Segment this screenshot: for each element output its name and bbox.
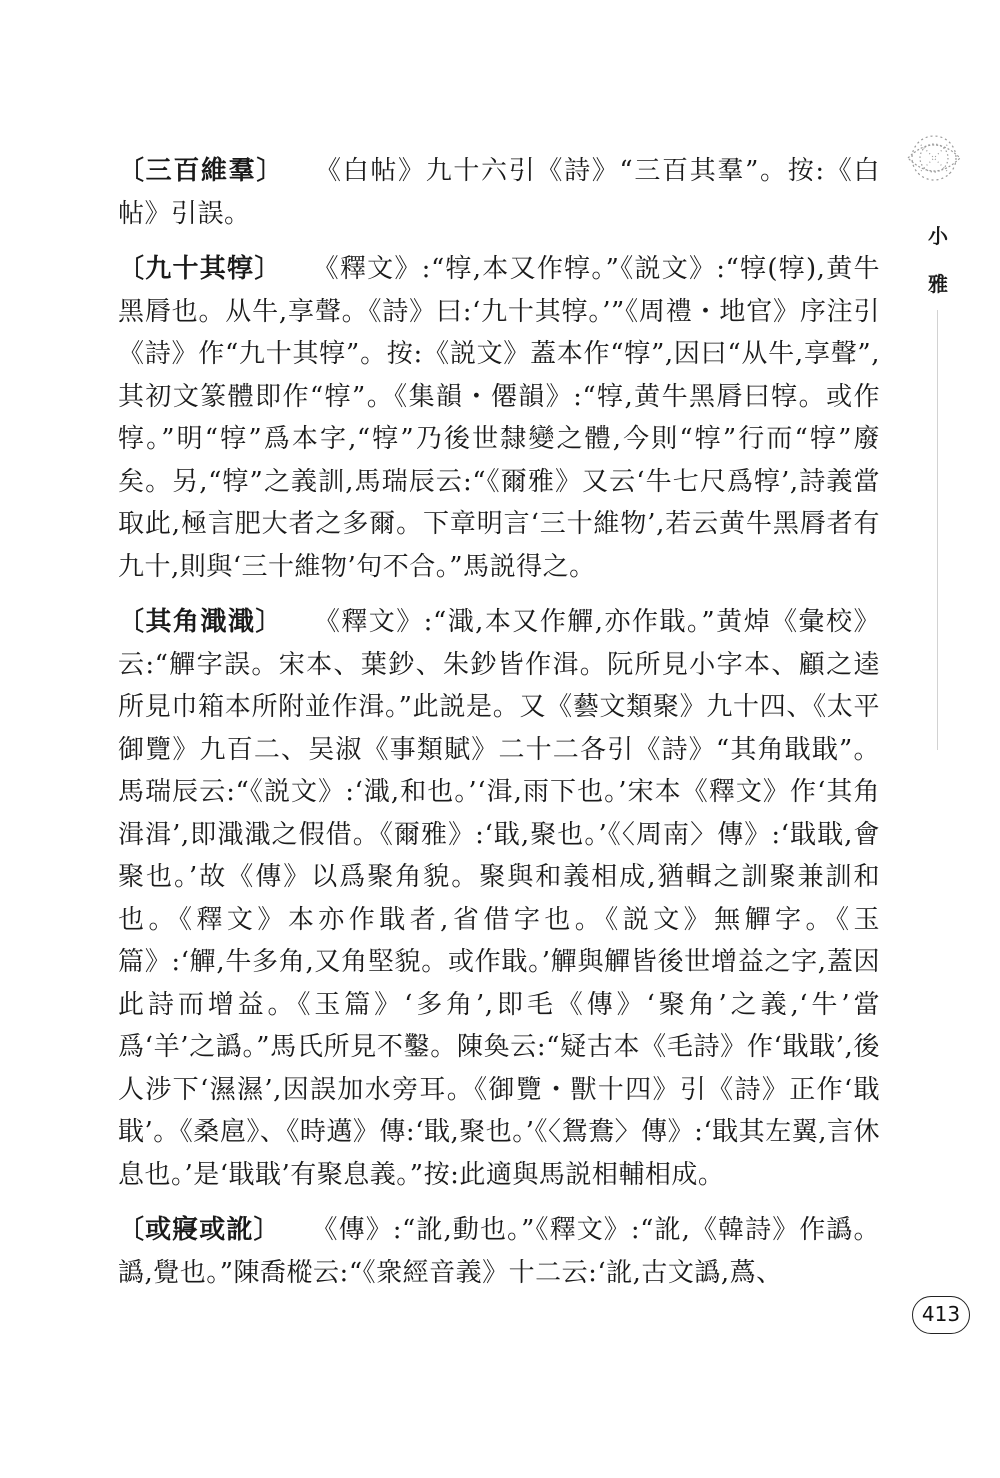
page-number-badge: 413	[912, 1296, 970, 1334]
entry-paragraph	[118, 248, 880, 588]
entry-headword: 〔其角濈濈〕	[118, 607, 283, 637]
entry-headword: 〔或寢或訛〕	[118, 1215, 281, 1245]
entry-body: 《釋文》:“犉,本又作犉。”《説文》:“犉(犉),黄牛黑脣也。从牛,享聲。《詩》曰:‘九十其犉。’”《周禮・地官》序注引《詩》作“九十其犉”。按:《説文》蓋本作“犉”,因曰“从牛,享聲”,其初文篆體即作“犉”。《集韻・僊韻》:“犉,黄牛黑脣曰犉。或作犉。”明“犉”爲本字,“犉”乃後世隸變之體,今則“犉”行而“犉”廢矣。另,“犉”之義訓,馬瑞辰云:“《爾雅》又云‘牛七尺爲犉’,詩義當取此,極言肥大者之多爾。下章明言‘三十維物’,若云黄牛黑脣者有九十,則與‘三十維物’句不合。”馬説得之。	[118, 254, 880, 582]
section-title-char-2: 雅	[928, 272, 948, 296]
entry-body: 《釋文》:“濈,本又作觶,亦作戢。”黄焯《彙校》云:“觶字誤。宋本、葉鈔、朱鈔皆作湒。阮所見小字本、顧之逵所見巾箱本所附並作湒。”此説是。又《藝文類聚》九十四、《太平御覽》九百二、吴淑《事類賦》二十二各引《詩》“其角戢戢”。馬瑞辰云:“《説文》:‘濈,和也。’‘湒,雨下也。’宋本《釋文》作‘其角湒湒’,即濈濈之假借。《爾雅》:‘戢,聚也。’《〈周南〉傳》:‘戢戢,會聚也。’故《傳》以爲聚角貌。聚與和義相成,猶輯之訓聚兼訓和也。《釋文》本亦作戢者,省借字也。《説文》無觶字。《玉篇》:‘觶,牛多角,又角堅貌。或作戢。’觶與觶皆後世增益之字,蓋因此詩而增益。《玉篇》‘多角’,即毛《傳》‘聚角’之義,‘牛’當爲‘羊’之譌。”馬氏所見不鑿。陳奐云:“疑古本《毛詩》作‘戢戢’,後人涉下‘濕濕’,因誤加水旁耳。《御覽・獸十四》引《詩》正作‘戢戢’。《桑扈》、《時邁》傳:‘戢,聚也。’《〈鴛鴦〉傳》:‘戢其左翼,言休息也。’是‘戢戢’有聚息義。”按:此適與馬説相輔相成。	[118, 607, 880, 1190]
entry-body: 《傳》:“訛,動也。”《釋文》:“訛,《韓詩》作譌。譌,覺也。”陳喬樅云:“《衆經音義》十二云:‘訛,古文譌,蔿、	[118, 1215, 880, 1288]
entry-paragraph	[118, 1209, 880, 1294]
entry-headword: 〔三百維羣〕	[118, 156, 285, 186]
side-divider	[937, 310, 938, 750]
entry-paragraph	[118, 150, 880, 235]
main-text	[118, 150, 880, 1307]
section-title-vertical	[918, 212, 958, 308]
corner-ornament-icon	[898, 128, 970, 190]
entry-paragraph	[118, 601, 880, 1196]
entry-body: 《白帖》九十六引《詩》“三百其羣”。按:《白帖》引誤。	[118, 156, 880, 229]
entry-headword: 〔九十其犉〕	[118, 254, 282, 284]
section-title-char-1: 小	[928, 224, 948, 248]
